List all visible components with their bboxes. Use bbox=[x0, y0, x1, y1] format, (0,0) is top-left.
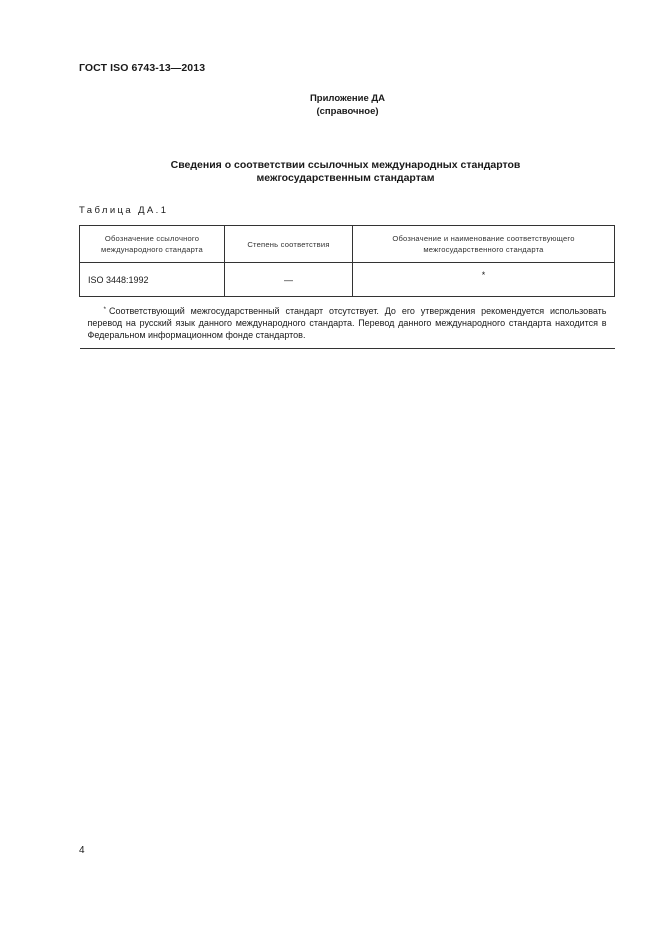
cell-interstate: * bbox=[353, 263, 615, 297]
cell-reference: ISO 3448:1992 bbox=[80, 263, 225, 297]
section-title bbox=[0, 159, 661, 185]
table-caption: Таблица ДА.1 bbox=[79, 205, 169, 216]
section-title-line2: межгосударственным стандартам bbox=[256, 172, 435, 184]
header-degree: Степень соответствия bbox=[225, 226, 353, 263]
header-interstate-standard: Обозначение и наименование соответствующего межгосударственного стандарта bbox=[353, 226, 615, 263]
header-reference-standard: Обозначение ссылочного международного стандарта bbox=[80, 226, 225, 263]
annex-heading bbox=[0, 92, 661, 118]
table-note-row bbox=[80, 297, 615, 349]
table-row bbox=[80, 263, 615, 297]
page-number: 4 bbox=[79, 845, 85, 856]
note-text: Соответствующий межгосударственный стандарт отсутствует. До его утверждения рекомендуется использовать перевод на русский язык данного международного стандарта. Перевод данного международного стандарта находится в Федеральном информационном фонде стандартов. bbox=[87, 306, 607, 340]
cell-degree: — bbox=[225, 263, 353, 297]
table-note bbox=[80, 297, 615, 349]
annex-type: (справочное) bbox=[316, 106, 379, 117]
section-title-line1: Сведения о соответствии ссылочных международных стандартов bbox=[170, 159, 521, 171]
note-marker: * bbox=[103, 306, 107, 313]
correspondence-table bbox=[79, 225, 615, 349]
note-paragraph bbox=[88, 304, 607, 341]
table-header-row bbox=[80, 226, 615, 263]
annex-title: Приложение ДА bbox=[309, 93, 386, 104]
document-code: ГОСТ ISO 6743-13—2013 bbox=[79, 62, 206, 74]
